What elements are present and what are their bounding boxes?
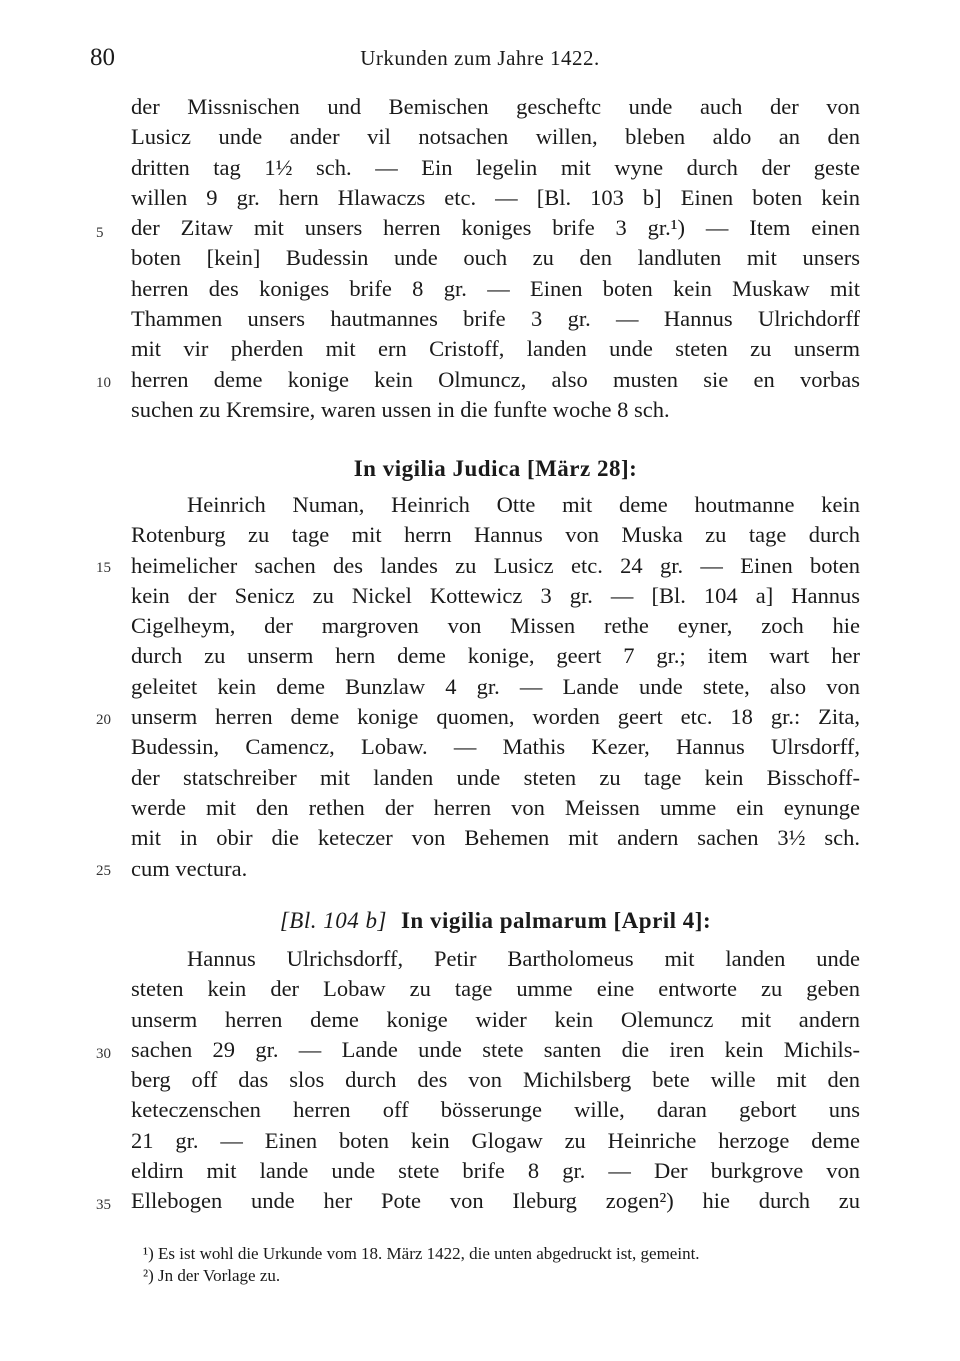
text-line: mit vir pherden mit ern Cristoff, landen unde steten zu unserm (131, 336, 860, 362)
margin-line-number: 10 (96, 375, 111, 391)
text-line: eldirn mit lande unde stete brife 8 gr. — Der burkgrove von (131, 1158, 860, 1184)
margin-line-number: 35 (96, 1197, 111, 1213)
text-line: kein der Senicz zu Nickel Kottewicz 3 gr. — [Bl. 104 a] Hannus (131, 582, 860, 608)
text-line: 21 gr. — Einen boten kein Glogaw zu Heinriche herzoge deme (131, 1127, 860, 1153)
text-line: Heinrich Numan, Heinrich Otte mit deme houtmanne kein (187, 492, 860, 517)
margin-line-number: 25 (96, 863, 111, 879)
text-line: der Zitaw mit unsers herren koniges brife 3 gr.¹) — Item einen (131, 215, 860, 241)
section-heading (131, 456, 860, 482)
page-header (0, 44, 960, 78)
text-line: mit in obir die keteczer von Behemen mit andern sachen 3½ sch. (131, 825, 860, 851)
paragraph-3 (131, 944, 860, 1217)
text-line: unserm herren deme konige wider kein Olemuncz mit andern (131, 1006, 860, 1032)
paragraph-1 (131, 92, 860, 425)
section-heading (131, 908, 860, 934)
text-line: herren deme konige kein Olmuncz, also musten sie en vorbas (131, 366, 860, 392)
margin-line-number: 5 (96, 225, 104, 241)
text-line: steten kein der Lobaw zu tage umme eine entworte zu geben (131, 976, 860, 1002)
text-line: keteczenschen herren off bösserunge wille, daran gebort uns (131, 1097, 860, 1123)
text-line: Budessin, Camencz, Lobaw. — Mathis Kezer, Hannus Ulrsdorff, (131, 734, 860, 760)
text-line: sachen 29 gr. — Lande unde stete santen die iren kein Michils- (131, 1036, 860, 1062)
text-line: suchen zu Kremsire, waren ussen in die funfte woche 8 sch. (131, 396, 670, 422)
running-head: Urkunden zum Jahre 1422. (360, 46, 600, 70)
text-line: herren des koniges brife 8 gr. — Einen boten kein Muskaw mit (131, 275, 860, 301)
margin-line-number: 30 (96, 1046, 111, 1062)
text-line: Cigelheym, der margroven von Missen rethe eyner, zoch hie (131, 613, 860, 639)
text-line: durch zu unserm hern deme konige, geert 7 gr.; item wart her (131, 643, 860, 669)
text-line: boten [kein] Budessin unde ouch zu den landluten mit unsers (131, 245, 860, 271)
paragraph-2 (131, 490, 860, 884)
text-line: heimelicher sachen des landes zu Lusicz etc. 24 gr. — Einen boten (131, 552, 860, 578)
page-number: 80 (90, 44, 115, 71)
text-line: dritten tag 1½ sch. — Ein legelin mit wyne durch der geste (131, 154, 860, 180)
text-line: der statschreiber mit landen unde steten zu tage kein Bisschoff- (131, 764, 860, 790)
text-line: Hannus Ulrichsdorff, Petir Bartholomeus mit landen unde (187, 946, 860, 971)
text-line: Lusicz unde ander vil notsachen willen, bleben aldo an den (131, 124, 860, 150)
text-line: willen 9 gr. hern Hlawaczs etc. — [Bl. 103 b] Einen boten kein (131, 184, 860, 210)
text-line: unserm herren deme konige quomen, worden geert etc. 18 gr.: Zita, (131, 704, 860, 730)
text-line: geleitet kein deme Bunzlaw 4 gr. — Lande unde stete, also von (131, 673, 860, 699)
text-line: Rotenburg zu tage mit herrn Hannus von Muska zu tage durch (131, 522, 860, 548)
footnote: ²) Jn der Vorlage zu. (143, 1266, 281, 1285)
text-line: cum vectura. (131, 855, 248, 881)
margin-line-number: 20 (96, 712, 111, 728)
text-line: werde mit den rethen der herren von Meissen umme ein eynunge (131, 794, 860, 820)
text-line: berg off das slos durch des von Michilsberg bete wille mit den (131, 1067, 860, 1093)
text-line: Ellebogen unde her Pote von Ileburg zogen²) hie durch zu (131, 1188, 860, 1214)
text-line: Thammen unsers hautmannes brife 3 gr. — Hannus Ulrichdorff (131, 306, 860, 332)
section-heading-text: In vigilia palmarum [April 4]: (400, 908, 712, 933)
folio-reference: [Bl. 104 b] (279, 908, 387, 933)
footnotes (143, 1243, 863, 1287)
margin-line-number: 15 (96, 560, 111, 576)
footnote: ¹) Es ist wohl die Urkunde vom 18. März 1422, die unten abgedruckt ist, gemeint. (143, 1244, 700, 1263)
text-line: der Missnischen und Bemischen gescheftc unde auch der von (131, 94, 860, 119)
section-heading-text: In vigilia Judica [März 28]: (353, 456, 638, 481)
